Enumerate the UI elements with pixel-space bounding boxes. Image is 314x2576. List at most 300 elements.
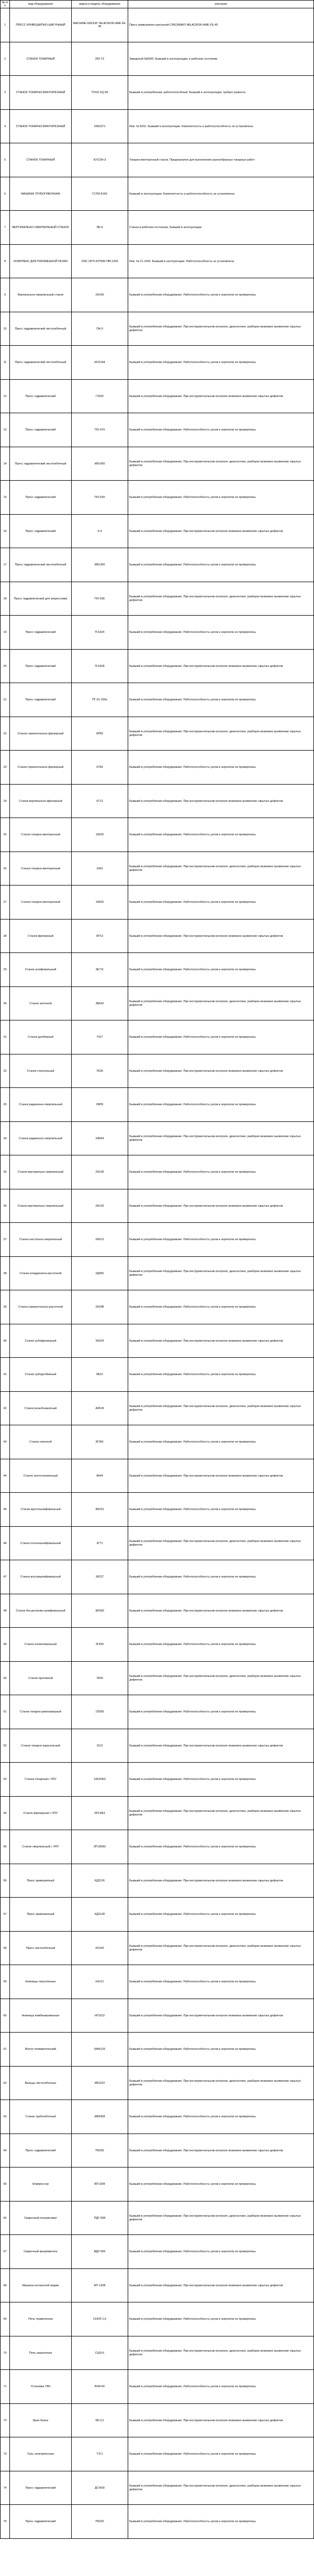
equipment-model: 2А554 — [72, 1121, 128, 1155]
row-number: 46 — [1, 1526, 10, 1560]
table-row — [1, 2134, 314, 2168]
equipment-type: Машина контактной сварки — [10, 2268, 72, 2302]
equipment-model: КБ-3,2 — [72, 2403, 128, 2437]
equipment-type: Станок внутришлифовальный — [10, 1560, 72, 1594]
table-row — [1, 379, 314, 413]
row-number: 69 — [1, 2302, 10, 2336]
row-number: 36 — [1, 1189, 10, 1223]
row-number: 44 — [1, 1459, 10, 1493]
equipment-type: Установка ТВЧ — [10, 2370, 72, 2404]
equipment-description: Бывший в употреблении оборудование. При инструментальном контроле, диагностике, разборке возможно выявление скрытых дефектов — [128, 1796, 314, 1830]
equipment-description: Бывший в употреблении оборудование. При инструментальном контроле, диагностике, разборке возможно выявление скрытых дефектов — [128, 582, 314, 616]
row-number: 10 — [1, 312, 10, 346]
row-number: 37 — [1, 1223, 10, 1257]
equipment-model: 2М55 — [72, 1088, 128, 1122]
table-row — [1, 481, 314, 515]
table-row — [1, 1459, 314, 1493]
row-number: 38 — [1, 1256, 10, 1290]
equipment-model: А9518 — [72, 1391, 128, 1425]
row-number: 3 — [1, 76, 10, 110]
equipment-description: Бывший в употреблении оборудование. При инструментальном контроле, диагностике, разборке возможно выявление скрытых дефектов — [128, 1121, 314, 1155]
equipment-description: Бывший в употреблении оборудование. При инструментальном контроле, диагностике, разборке возможно выявление скрытых дефектов — [128, 2471, 314, 2505]
row-number: 55 — [1, 1830, 10, 1864]
equipment-description: Бывший в употреблении оборудование. Работоспособность узлов и агрегатов не проверялась — [128, 481, 314, 515]
row-number: 22 — [1, 717, 10, 751]
equipment-type: Станок горизонтально-фрезерный — [10, 751, 72, 785]
equipment-description: Бывший в употреблении оборудование. Работоспособность узлов и агрегатов не проверялась — [128, 2235, 314, 2269]
equipment-model: П6330 — [72, 2134, 128, 2168]
equipment-description: Бывший в употреблении оборудование. При инструментальном контроле, диагностике, разборке возможно выявление скрытых дефектов — [128, 1931, 314, 1965]
table-row — [1, 751, 314, 785]
equipment-type: Молот пневматический — [10, 2033, 72, 2067]
equipment-description: Бывший в употреблении оборудование. При инструментальном контроле возможно выявление скрытых дефектов — [128, 919, 314, 953]
table-row — [1, 582, 314, 616]
table-row — [1, 1054, 314, 1088]
row-number: 49 — [1, 1628, 10, 1662]
table-row — [1, 1763, 314, 1797]
row-number: 39 — [1, 1290, 10, 1324]
row-number: 42 — [1, 1391, 10, 1425]
equipment-model: ПО-536 — [72, 582, 128, 616]
equipment-type: СТАНОК ТОКАРНО-ВИНТОРЕЗНЫЙ — [10, 109, 72, 143]
equipment-description: Бывший в употреблении оборудование. При инструментальном контроле возможно выявление скрытых дефектов — [128, 1189, 314, 1223]
table-row — [1, 1290, 314, 1324]
equipment-description: Бывший в употреблении оборудование. Работоспособность узлов и агрегатов не проверялась — [128, 2100, 314, 2134]
table-row — [1, 1864, 314, 1898]
table-row — [1, 177, 314, 211]
table-row — [1, 1560, 314, 1594]
equipment-description: Пресс кривошипно-шатунный CINCINNATI MILACRON HME FE-45 — [128, 8, 314, 42]
table-row — [1, 346, 314, 380]
table-row — [1, 2033, 314, 2067]
table-row — [1, 1391, 314, 1425]
equipment-type: Станок радиально-сверлильный — [10, 1088, 72, 1122]
table-row — [1, 143, 314, 177]
equipment-description: Бывший в употреблении оборудование. Работоспособность узлов и агрегатов не проверялась — [128, 2505, 314, 2539]
equipment-type: Станок координатно-расточной — [10, 1256, 72, 1290]
equipment-type: ПРЕСС КРИВОШИПНО-ШАТУННЫЙ — [10, 8, 72, 42]
equipment-model: 7Б55 — [72, 1661, 128, 1695]
equipment-description: Бывший в употреблении оборудование. Работоспособность узлов и агрегатов не проверялась — [128, 2302, 314, 2336]
row-number: 25 — [1, 818, 10, 852]
row-number: 33 — [1, 1088, 10, 1122]
row-number: 74 — [1, 2471, 10, 2505]
table-row — [1, 1830, 314, 1864]
equipment-description: Бывший в употреблении оборудование. При инструментальном контроле, диагностике, разборке возможно выявление скрытых дефектов — [128, 1661, 314, 1695]
equipment-model: 2Р135Ф2 — [72, 1830, 128, 1864]
equipment-type: Таль электрическая — [10, 2437, 72, 2471]
row-number: 47 — [1, 1560, 10, 1594]
equipment-description: Бывший в употреблении оборудование. Работоспособность узлов и агрегатов не проверялась — [128, 886, 314, 920]
equipment-model: ПО-534 — [72, 481, 128, 515]
row-number: 71 — [1, 2370, 10, 2404]
equipment-type: Пресс гидравлический — [10, 413, 72, 447]
equipment-description: Заводской №0000. Бывший в эксплуатации, в рабочем состоянии — [128, 42, 314, 76]
table-body — [1, 8, 314, 2539]
equipment-type: Станок строгальный — [10, 1054, 72, 1088]
equipment-description: Бывший в употреблении оборудование. Работоспособность узлов и агрегатов не проверялась — [128, 1628, 314, 1662]
table-row — [1, 76, 314, 110]
equipment-type: Станок вертикально-сверлильный — [10, 1155, 72, 1189]
table-row — [1, 2403, 314, 2437]
table-row — [1, 1965, 314, 1999]
row-number: 56 — [1, 1864, 10, 1898]
row-number: 13 — [1, 413, 10, 447]
equipment-model: ВЧИ-60 — [72, 2370, 128, 2404]
equipment-type: Пресс кривошипный — [10, 1898, 72, 1932]
table-row — [1, 818, 314, 852]
equipment-type: Пресс гидравлический — [10, 2505, 72, 2539]
table-row — [1, 1020, 314, 1054]
equipment-type: Станок шлифовальный — [10, 953, 72, 987]
equipment-description: Бывший в употреблении оборудование. Работоспособность узлов и агрегатов не проверялась — [128, 818, 314, 852]
equipment-description: Бывший в употреблении оборудование. Работоспособность узлов и агрегатов не проверялась — [128, 1290, 314, 1324]
equipment-description: Бывший в употреблении оборудование. При инструментальном контроле возможно выявление скрытых дефектов — [128, 1594, 314, 1628]
equipment-model: 3М151 — [72, 1493, 128, 1527]
equipment-type: Ножницы гильотинные — [10, 1965, 72, 1999]
equipment-description: Бывший в употреблении оборудование. При инструментальном контроле возможно выявление скрытых дефектов — [128, 1864, 314, 1898]
equipment-type: КОМПЛЕКС ДЛЯ ПЛАЗМЕННОЙ РЕЗКИ — [10, 244, 72, 278]
equipment-type: Пресс гидравлический — [10, 683, 72, 717]
row-number: 62 — [1, 2066, 10, 2100]
table-row — [1, 1256, 314, 1290]
equipment-model: 6Р13Ф3 — [72, 1796, 128, 1830]
equipment-description: Бывший в употреблении оборудование. При инструментальном контроле возможно выявление скрытых дефектов — [128, 1054, 314, 1088]
equipment-description: Бывший в употреблении оборудование. При инструментальном контроле возможно выявление скрытых дефектов — [128, 2268, 314, 2302]
equipment-model: CNC OPTI-КУПИК ПМ-1200 — [72, 244, 128, 278]
equipment-model: 7Б35 — [72, 1054, 128, 1088]
equipment-model: MACHINE-GROUP, NILACRON HME FE-45 — [72, 8, 128, 42]
equipment-model: 1512 — [72, 1729, 128, 1763]
equipment-model: 6Т12 — [72, 784, 128, 818]
equipment-description: Бывший в употреблении оборудование. Работоспособность узлов и агрегатов не проверялась — [128, 1830, 314, 1864]
row-number: 63 — [1, 2100, 10, 2134]
equipment-model: ПГ-01-150н — [72, 683, 128, 717]
row-number: 17 — [1, 548, 10, 582]
equipment-description: Бывший в употреблении оборудование. Работоспособность узлов и агрегатов не проверялась — [128, 1763, 314, 1797]
equipment-type: Пресс гидравлический — [10, 481, 72, 515]
table-row — [1, 2201, 314, 2235]
equipment-model: 16К20Ф3 — [72, 1763, 128, 1797]
table-row — [1, 42, 314, 76]
table-row — [1, 8, 314, 42]
row-number: 67 — [1, 2235, 10, 2269]
equipment-model: КУСОН-3 — [72, 143, 128, 177]
row-number: 7 — [1, 211, 10, 245]
equipment-model: 2Д450 — [72, 1256, 128, 1290]
header-model: марка и модель оборудования — [72, 1, 128, 8]
row-number: 8 — [1, 244, 10, 278]
equipment-description: Бывший в употреблении оборудование. При инструментальном контроле возможно выявление скрытых дефектов — [128, 514, 314, 548]
equipment-description: Бывший в употреблении оборудование. При инструментальном контроле, диагностике, разборке возможно выявление скрытых дефектов — [128, 1256, 314, 1290]
table-row — [1, 278, 314, 312]
equipment-type: Станок долбежный — [10, 1020, 72, 1054]
equipment-model: К-4 — [72, 514, 128, 548]
equipment-type: Станок токарно-винторезный — [10, 818, 72, 852]
equipment-model: П-6324 — [72, 616, 128, 650]
row-number: 11 — [1, 346, 10, 380]
row-number: 50 — [1, 1661, 10, 1695]
equipment-model: ПДГ-508 — [72, 2201, 128, 2235]
equipment-model: П6320 — [72, 2505, 128, 2539]
equipment-model: 7417 — [72, 1020, 128, 1054]
equipment-description: Бывший в употреблении оборудование. При инструментальном контроле возможно выявление скрытых дефектов — [128, 1729, 314, 1763]
table-row — [1, 413, 314, 447]
row-number: 65 — [1, 2168, 10, 2201]
equipment-description: Бывший в употреблении оборудование. Работоспособность узлов и агрегатов не проверялась — [128, 1425, 314, 1459]
row-number: 53 — [1, 1763, 10, 1797]
equipment-model: 2Н125 — [72, 1189, 128, 1223]
row-number: 51 — [1, 1695, 10, 1729]
row-number: 6 — [1, 177, 10, 211]
equipment-model: 3К227 — [72, 1560, 128, 1594]
equipment-model: 3Г833 — [72, 1628, 128, 1662]
table-row — [1, 244, 314, 278]
equipment-model: И1330 — [72, 1931, 128, 1965]
equipment-type: ВЕРТИКАЛЬНО-СВЕРЛИЛЬНЫЙ СТАНОК — [10, 211, 72, 245]
table-row — [1, 447, 314, 481]
equipment-model: 3М182 — [72, 1594, 128, 1628]
table-row — [1, 1729, 314, 1763]
row-number: 18 — [1, 582, 10, 616]
equipment-description: Бывший в употреблении оборудование. Работоспособность узлов и агрегатов не проверялась — [128, 1898, 314, 1932]
equipment-type: Станок горизонтально-фрезерный — [10, 717, 72, 751]
table-row — [1, 1324, 314, 1358]
row-number: 68 — [1, 2268, 10, 2302]
equipment-model: 16К25 — [72, 886, 128, 920]
equipment-description: Токарно-винторезный станок. Предназначен для выполнения разнообразных токарных работ — [128, 143, 314, 177]
equipment-description: Бывший в употреблении оборудование. При инструментальном контроле возможно выявление скрытых дефектов — [128, 1459, 314, 1493]
equipment-type: Сварочный выпрямитель — [10, 2235, 72, 2269]
equipment-type: Станок трубогибочный — [10, 2100, 72, 2134]
table-row — [1, 2302, 314, 2336]
equipment-model: ИБ1330 — [72, 548, 128, 582]
row-number: 31 — [1, 1020, 10, 1054]
equipment-description: Бывший в употреблении оборудование. При инструментальном контроле, диагностике, разборке возможно выявление скрытых дефектов — [128, 852, 314, 886]
row-number: 29 — [1, 953, 10, 987]
equipment-description: Бывший в употреблении оборудование. При инструментальном контроле, диагностике, разборке возможно выявление скрытых дефектов — [128, 1391, 314, 1425]
table-row — [1, 109, 314, 143]
equipment-type: Компрессор — [10, 2168, 72, 2201]
row-number: 70 — [1, 2336, 10, 2370]
equipment-type: Станок горизонтально-расточной — [10, 1290, 72, 1324]
equipment-type: Пресс гидравлический листогибочный — [10, 312, 72, 346]
equipment-description: Бывший в употреблении оборудование. Работоспособность узлов и агрегатов не проверялась — [128, 1088, 314, 1122]
equipment-description: Бывший в употреблении оборудование. Работоспособность узлов и агрегатов не проверялась — [128, 2437, 314, 2471]
row-number: 54 — [1, 1796, 10, 1830]
row-number: 5 — [1, 143, 10, 177]
equipment-type: Кран-балка — [10, 2403, 72, 2437]
table-row — [1, 886, 314, 920]
equipment-type: Станок сверлильный с ЧПУ — [10, 1830, 72, 1864]
equipment-model: ИВ3428 — [72, 2100, 128, 2134]
equipment-type: Вальцы листогибочные — [10, 2066, 72, 2100]
equipment-model: 6Р82 — [72, 717, 128, 751]
table-row — [1, 2336, 314, 2370]
equipment-model: 2Н150 — [72, 278, 128, 312]
row-number: 27 — [1, 886, 10, 920]
equipment-model: 3Е711 — [72, 953, 128, 987]
equipment-model: 2620В — [72, 1290, 128, 1324]
equipment-model: 16К20 — [72, 818, 128, 852]
equipment-description: Станок в рабочем состоянии, бывший в эксплуатации — [128, 211, 314, 245]
equipment-type: Станок токарно-винторезный — [10, 852, 72, 886]
row-number: 19 — [1, 616, 10, 650]
equipment-type: Вертикально-сверлильный станок — [10, 278, 72, 312]
equipment-type: Пресс гидравлический листогибочный — [10, 548, 72, 582]
equipment-model: ЛБ-9 — [72, 211, 128, 245]
table-row — [1, 616, 314, 650]
equipment-model: 8544 — [72, 1459, 128, 1493]
equipment-model: КД2128 — [72, 1898, 128, 1932]
equipment-description: Бывший в употреблении оборудование. Работоспособность узлов и агрегатов не проверялась — [128, 1695, 314, 1729]
equipment-model: Г2032 — [72, 379, 128, 413]
equipment-description: Бывший в употреблении оборудование. При инструментальном контроле, диагностике, разборке возможно выявление скрытых дефектов — [128, 2336, 314, 2370]
equipment-type: Станок бесцентрово-шлифовальный — [10, 1594, 72, 1628]
equipment-model: ИБ1430 — [72, 447, 128, 481]
table-row — [1, 1425, 314, 1459]
row-number: 14 — [1, 447, 10, 481]
equipment-type: Пресс гидравлический — [10, 514, 72, 548]
equipment-description: Бывший в употреблении оборудование. При инструментальном контроле, диагностике, разборке возможно выявление скрытых дефектов — [128, 717, 314, 751]
equipment-description: Бывший в употреблении оборудование. При инструментальном контроле возможно выявление скрытых дефектов — [128, 379, 314, 413]
equipment-type: Станок круглошлифовальный — [10, 1493, 72, 1527]
equipment-model: ИО2144 — [72, 346, 128, 380]
table-row — [1, 1796, 314, 1830]
equipment-description: Бывший в употреблении оборудование. Работоспособность узлов и агрегатов не проверялась — [128, 1965, 314, 1999]
equipment-description: Бывший в употреблении оборудование. При инструментальном контроле возможно выявление скрытых дефектов — [128, 1999, 314, 2033]
row-number: 52 — [1, 1729, 10, 1763]
table-row — [1, 2100, 314, 2134]
equipment-description: Бывший в употреблении оборудование. При инструментальном контроле возможно выявление скрытых дефектов — [128, 2403, 314, 2437]
row-number: 48 — [1, 1594, 10, 1628]
equipment-type: Станок радиально-сверлильный — [10, 1121, 72, 1155]
row-number: 4 — [1, 109, 10, 143]
table-row — [1, 1931, 314, 1965]
table-header-row — [1, 1, 314, 8]
equipment-type: СТАНОК ТОКАРНЫЙ — [10, 42, 72, 76]
equipment-type: Пресс гидравлический для запрессовки — [10, 582, 72, 616]
equipment-type: Станок резьбонакатный — [10, 1391, 72, 1425]
equipment-type: Станок фрезерный — [10, 919, 72, 953]
equipment-type: Станок фрезерный с ЧПУ — [10, 1796, 72, 1830]
equipment-type: Станок отрезной — [10, 1425, 72, 1459]
equipment-description: Бывший в употреблении, работоспособный. Бывший в эксплуатации, требует ремонта — [128, 76, 314, 110]
equipment-model: 6Т82 — [72, 751, 128, 785]
row-number: 75 — [1, 2505, 10, 2539]
row-number: 66 — [1, 2201, 10, 2235]
table-row — [1, 2066, 314, 2100]
table-row — [1, 2471, 314, 2505]
equipment-model: ДГ2430 — [72, 2471, 128, 2505]
equipment-model: 2Н135 — [72, 1155, 128, 1189]
row-number: 2 — [1, 42, 10, 76]
equipment-description: Бывший в употреблении оборудование. Работоспособность узлов и агрегатов не проверялась — [128, 1493, 314, 1527]
row-number: 21 — [1, 683, 10, 717]
equipment-type: Пресс гидравлический листогибочный — [10, 447, 72, 481]
header-number: № п/п — [1, 1, 10, 8]
row-number: 30 — [1, 986, 10, 1020]
equipment-model: МА4129 — [72, 2033, 128, 2067]
table-row — [1, 1155, 314, 1189]
table-row — [1, 2370, 314, 2404]
table-row — [1, 953, 314, 987]
equipment-description: Бывший в употреблении оборудование. Работоспособность узлов и агрегатов не проверялась — [128, 751, 314, 785]
equipment-description: Бывший в употреблении оборудование. При инструментальном контроле возможно выявление скрытых дефектов — [128, 784, 314, 818]
equipment-model: НГ5222 — [72, 1999, 128, 2033]
equipment-description: Бывший в употреблении оборудование. При инструментальном контроле возможно выявление скрытых дефектов — [128, 1324, 314, 1358]
equipment-type: Пресс гидравлический — [10, 2134, 72, 2168]
equipment-type: Станок хонинговальный — [10, 1628, 72, 1662]
table-row — [1, 211, 314, 245]
row-number: 35 — [1, 1155, 10, 1189]
equipment-description: Бывший в употреблении оборудование. Работоспособность узлов и агрегатов не проверялась — [128, 1358, 314, 1392]
equipment-description: Бывший в употреблении оборудование. При инструментальном контроле возможно выявление скрытых дефектов — [128, 2134, 314, 2168]
row-number: 24 — [1, 784, 10, 818]
table-row — [1, 649, 314, 683]
equipment-model: МТ-1928 — [72, 2268, 128, 2302]
equipment-description: Бывший в употреблении оборудование. При инструментальном контроле, диагностике, разборке возможно выявление скрытых дефектов — [128, 986, 314, 1020]
equipment-type: Станок вертикально-сверлильный — [10, 1189, 72, 1223]
equipment-model: 8Г681 — [72, 1425, 128, 1459]
table-row — [1, 1088, 314, 1122]
table-row — [1, 1223, 314, 1257]
table-row — [1, 986, 314, 1020]
row-number: 1 — [1, 8, 10, 42]
equipment-model: ТОSS SQ-50 — [72, 76, 128, 110]
table-row — [1, 312, 314, 346]
equipment-model: ГСТМ-5166 — [72, 177, 128, 211]
row-number: 60 — [1, 1999, 10, 2033]
equipment-type: Сварочный полуавтомат — [10, 2201, 72, 2235]
equipment-model: 6Р13 — [72, 919, 128, 953]
equipment-description: Инв. № 21-1043. Бывший в эксплуатации. Работоспособность не установлена — [128, 244, 314, 278]
equipment-type: Пресс гидравлический — [10, 2471, 72, 2505]
equipment-description: Бывший в употреблении оборудование. Работоспособность узлов и агрегатов не проверялась — [128, 2168, 314, 2201]
equipment-type: Станок токарный с ЧПУ — [10, 1763, 72, 1797]
equipment-description: Бывший в употреблении оборудование. При инструментальном контроле, диагностике, разборке возможно выявление скрытых дефектов — [128, 1526, 314, 1560]
row-number: 58 — [1, 1931, 10, 1965]
table-row — [1, 2168, 314, 2201]
table-row — [1, 1661, 314, 1695]
equipment-description: Бывший в употреблении оборудование. Работоспособность узлов и агрегатов не проверялась — [128, 1560, 314, 1594]
equipment-description: Бывший в употреблении оборудование. Работоспособность узлов и агрегатов не проверялась — [128, 548, 314, 582]
row-number: 12 — [1, 379, 10, 413]
equipment-model: ПО-474 — [72, 413, 128, 447]
equipment-model: 5В12 — [72, 1358, 128, 1392]
equipment-type: Пресс гидравлический — [10, 649, 72, 683]
row-number: 34 — [1, 1121, 10, 1155]
equipment-type: Пресс гидравлический — [10, 379, 72, 413]
equipment-type: Станок заточной — [10, 986, 72, 1020]
table-row — [1, 1898, 314, 1932]
table-row — [1, 2235, 314, 2269]
table-row — [1, 784, 314, 818]
table-row — [1, 1493, 314, 1527]
equipment-description: Бывший в эксплуатации. Комплектность и работоспособность не установлены — [128, 177, 314, 211]
equipment-type: СТАНОК ТОКАРНО-ВИНТОРЕЗНЫЙ — [10, 76, 72, 110]
header-equipment-type: вид оборудования — [10, 1, 72, 8]
equipment-type: Ножницы комбинированные — [10, 1999, 72, 2033]
equipment-model: Н3121 — [72, 1965, 128, 1999]
table-row — [1, 2437, 314, 2471]
equipment-model: 250 TZ — [72, 42, 128, 76]
equipment-type: Печь закалочная — [10, 2336, 72, 2370]
equipment-type: Станок токарно-карусельный — [10, 1729, 72, 1763]
equipment-type: Станок плоскошлифовальный — [10, 1526, 72, 1560]
table-row — [1, 1695, 314, 1729]
table-row — [1, 717, 314, 751]
